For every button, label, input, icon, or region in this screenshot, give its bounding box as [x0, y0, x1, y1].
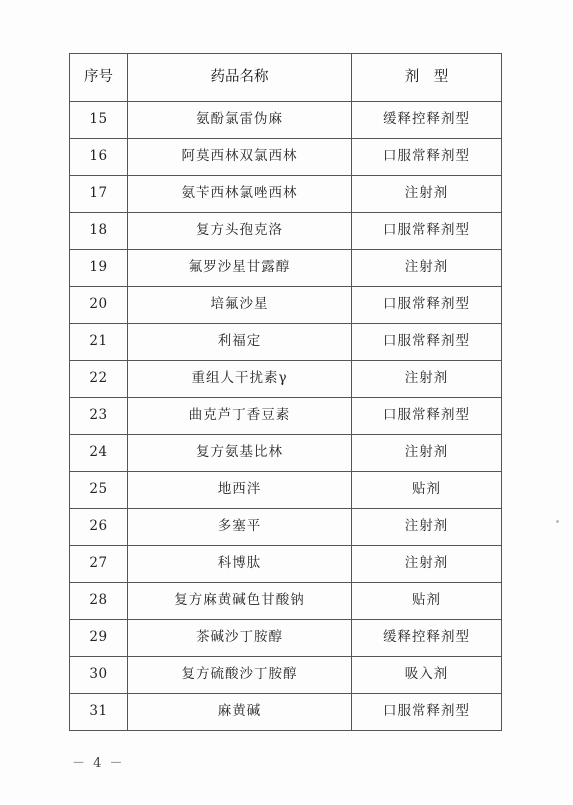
cell-drug-name: 科博肽 [128, 546, 352, 583]
cell-dosage-form: 注射剂 [352, 546, 502, 583]
table-row [70, 435, 502, 472]
cell-seq: 27 [70, 546, 128, 583]
cell-dosage-form: 注射剂 [352, 176, 502, 213]
cell-dosage-form: 贴剂 [352, 472, 502, 509]
cell-drug-name: 复方氨基比林 [128, 435, 352, 472]
cell-seq: 16 [70, 139, 128, 176]
cell-drug-name: 重组人干扰素γ [128, 361, 352, 398]
cell-seq: 22 [70, 361, 128, 398]
cell-drug-name: 阿莫西林双氯西林 [128, 139, 352, 176]
table-row [70, 657, 502, 694]
cell-drug-name: 曲克芦丁香豆素 [128, 398, 352, 435]
table-row [70, 398, 502, 435]
table-row [70, 694, 502, 731]
cell-drug-name: 复方硫酸沙丁胺醇 [128, 657, 352, 694]
cell-seq: 19 [70, 250, 128, 287]
header-dosage-form: 剂 型 [352, 54, 502, 102]
table-header-row [70, 54, 502, 102]
cell-dosage-form: 口服常释剂型 [352, 324, 502, 361]
header-seq: 序号 [70, 54, 128, 102]
cell-drug-name: 多塞平 [128, 509, 352, 546]
cell-dosage-form: 口服常释剂型 [352, 287, 502, 324]
cell-seq: 24 [70, 435, 128, 472]
cell-dosage-form: 口服常释剂型 [352, 139, 502, 176]
table-row [70, 176, 502, 213]
cell-dosage-form: 缓释控释剂型 [352, 620, 502, 657]
cell-seq: 17 [70, 176, 128, 213]
cell-seq: 28 [70, 583, 128, 620]
cell-dosage-form: 注射剂 [352, 361, 502, 398]
table-row [70, 213, 502, 250]
cell-seq: 20 [70, 287, 128, 324]
cell-dosage-form: 吸入剂 [352, 657, 502, 694]
drug-list-table [69, 53, 502, 731]
cell-dosage-form: 口服常释剂型 [352, 694, 502, 731]
cell-seq: 21 [70, 324, 128, 361]
cell-dosage-form: 口服常释剂型 [352, 398, 502, 435]
header-drug-name: 药品名称 [128, 54, 352, 102]
cell-seq: 25 [70, 472, 128, 509]
table-row [70, 324, 502, 361]
cell-drug-name: 氨酚氯雷伪麻 [128, 102, 352, 139]
cell-drug-name: 复方麻黄碱色甘酸钠 [128, 583, 352, 620]
cell-drug-name: 地西泮 [128, 472, 352, 509]
cell-seq: 23 [70, 398, 128, 435]
cell-drug-name: 茶碱沙丁胺醇 [128, 620, 352, 657]
scan-speck [556, 520, 559, 523]
cell-dosage-form: 贴剂 [352, 583, 502, 620]
cell-dosage-form: 缓释控释剂型 [352, 102, 502, 139]
table-row [70, 139, 502, 176]
cell-drug-name: 利福定 [128, 324, 352, 361]
cell-seq: 30 [70, 657, 128, 694]
cell-dosage-form: 注射剂 [352, 509, 502, 546]
cell-dosage-form: 口服常释剂型 [352, 213, 502, 250]
table-row [70, 472, 502, 509]
cell-seq: 15 [70, 102, 128, 139]
table-row [70, 546, 502, 583]
cell-drug-name: 麻黄碱 [128, 694, 352, 731]
cell-dosage-form: 注射剂 [352, 250, 502, 287]
cell-seq: 31 [70, 694, 128, 731]
table-row [70, 509, 502, 546]
page-number: － 4 － [72, 756, 125, 771]
cell-seq: 18 [70, 213, 128, 250]
cell-drug-name: 氟罗沙星甘露醇 [128, 250, 352, 287]
table-row [70, 620, 502, 657]
cell-drug-name: 复方头孢克洛 [128, 213, 352, 250]
table-row [70, 287, 502, 324]
table-row [70, 102, 502, 139]
table-body [70, 102, 502, 731]
cell-drug-name: 氨苄西林氯唑西林 [128, 176, 352, 213]
table-row [70, 583, 502, 620]
cell-seq: 29 [70, 620, 128, 657]
cell-seq: 26 [70, 509, 128, 546]
table-row [70, 361, 502, 398]
cell-drug-name: 培氟沙星 [128, 287, 352, 324]
cell-dosage-form: 注射剂 [352, 435, 502, 472]
table-row [70, 250, 502, 287]
